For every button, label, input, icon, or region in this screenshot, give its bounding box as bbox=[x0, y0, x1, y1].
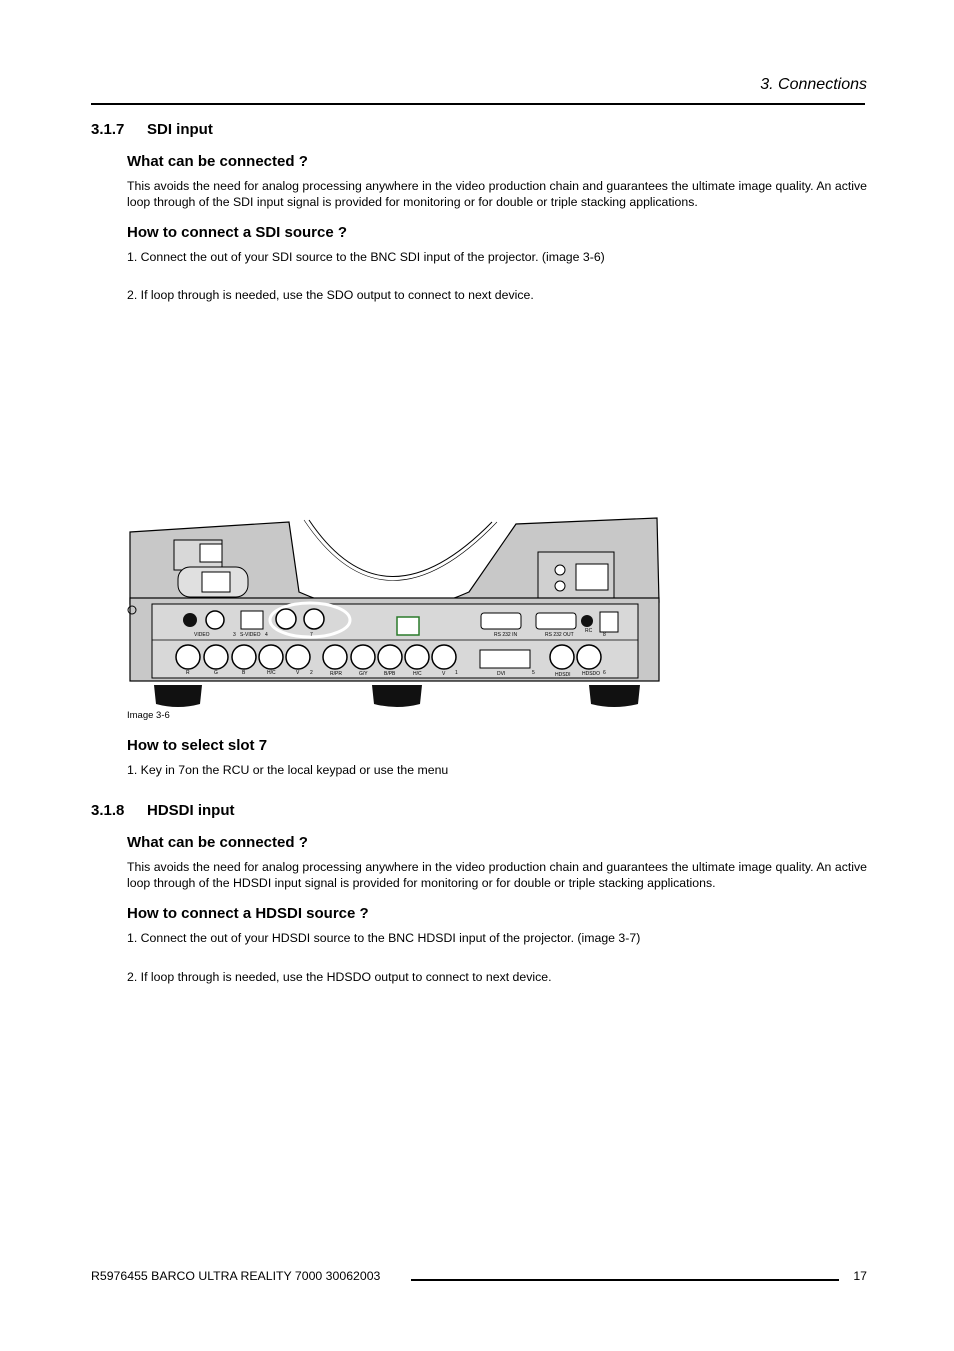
hdsdi-step-2: 2. If loop through is needed, use the HDSDO output to connect to next device. bbox=[127, 970, 552, 984]
label-g: G bbox=[214, 670, 218, 676]
what-connected-text-hdsdi: This avoids the need for analog processing anywhere in the video production chain and guarantees the ultimate image quality. An active loop through of the HDSDI input signal is provided for monitoring or for double or triple stacking applications. bbox=[127, 860, 867, 890]
label-rs232out: RS 232 OUT bbox=[545, 632, 574, 638]
label-hc2: H/C bbox=[413, 671, 422, 677]
section-title: SDI input bbox=[147, 121, 213, 138]
label-gy: G/Y bbox=[359, 671, 368, 677]
section-heading-hdsdi bbox=[91, 802, 235, 819]
header-rule bbox=[91, 103, 865, 105]
running-header: 3. Connections bbox=[760, 76, 867, 93]
label-v: V bbox=[296, 670, 300, 676]
step-1: 1. Connect the out of your SDI source to the BNC SDI input of the projector. (image 3-6) bbox=[127, 250, 605, 264]
label-rs232in: RS 232 IN bbox=[494, 632, 518, 638]
section-title: HDSDI input bbox=[147, 802, 235, 819]
footer-rule bbox=[411, 1279, 839, 1281]
section-number: 3.1.8 bbox=[91, 802, 125, 819]
label-2: 2 bbox=[310, 670, 313, 676]
label-4: 4 bbox=[265, 632, 268, 638]
label-r: R bbox=[186, 670, 190, 676]
what-connected-heading-hdsdi: What can be connected ? bbox=[127, 834, 308, 851]
step-2: 2. If loop through is needed, use the SDO output to connect to next device. bbox=[127, 288, 534, 302]
what-connected-text: This avoids the need for analog processing anywhere in the video production chain and guarantees the ultimate image quality. An active loop through of the SDI input signal is provided for monitoring or for double or triple stacking applications. bbox=[127, 179, 867, 209]
select-step-1: 1. Key in 7on the RCU or the local keypad or use the menu bbox=[127, 763, 449, 777]
section-heading-sdi bbox=[91, 121, 213, 138]
label-1: 1 bbox=[455, 670, 458, 676]
label-6: 6 bbox=[603, 670, 606, 676]
what-connected-heading: What can be connected ? bbox=[127, 153, 308, 170]
footer-doc-id: R5976455 BARCO ULTRA REALITY 7000 30062003 bbox=[91, 1269, 381, 1283]
page-number: 17 bbox=[853, 1269, 867, 1283]
label-bpb: B/PB bbox=[384, 671, 396, 677]
image-caption: Image 3-6 bbox=[127, 710, 170, 721]
label-8: 8 bbox=[603, 632, 606, 638]
label-5: 5 bbox=[532, 670, 535, 676]
how-connect-heading-hdsdi: How to connect a HDSDI source ? bbox=[127, 905, 369, 922]
label-dvi: DVI bbox=[497, 671, 506, 677]
how-connect-heading: How to connect a SDI source ? bbox=[127, 224, 348, 241]
select-slot-heading: How to select slot 7 bbox=[127, 737, 268, 754]
label-hc: H/C bbox=[267, 670, 276, 676]
label-7: 7 bbox=[310, 632, 313, 638]
label-3: 3 bbox=[233, 632, 236, 638]
label-hdsdo: HDSDO bbox=[582, 671, 601, 677]
hdsdi-step-1: 1. Connect the out of your HDSDI source to the BNC HDSDI input of the projector. (image 3-7) bbox=[127, 931, 641, 945]
projector-connector-panel-diagram bbox=[124, 512, 664, 710]
section-number: 3.1.7 bbox=[91, 121, 125, 138]
label-svideo: S-VIDEO bbox=[240, 632, 261, 638]
label-rpr: R/PR bbox=[330, 671, 342, 677]
label-rc: RC bbox=[585, 628, 593, 634]
label-v2: V bbox=[442, 671, 446, 677]
label-hdsdi: HDSDI bbox=[555, 672, 571, 678]
label-video: VIDEO bbox=[194, 632, 210, 638]
label-b: B bbox=[242, 670, 246, 676]
